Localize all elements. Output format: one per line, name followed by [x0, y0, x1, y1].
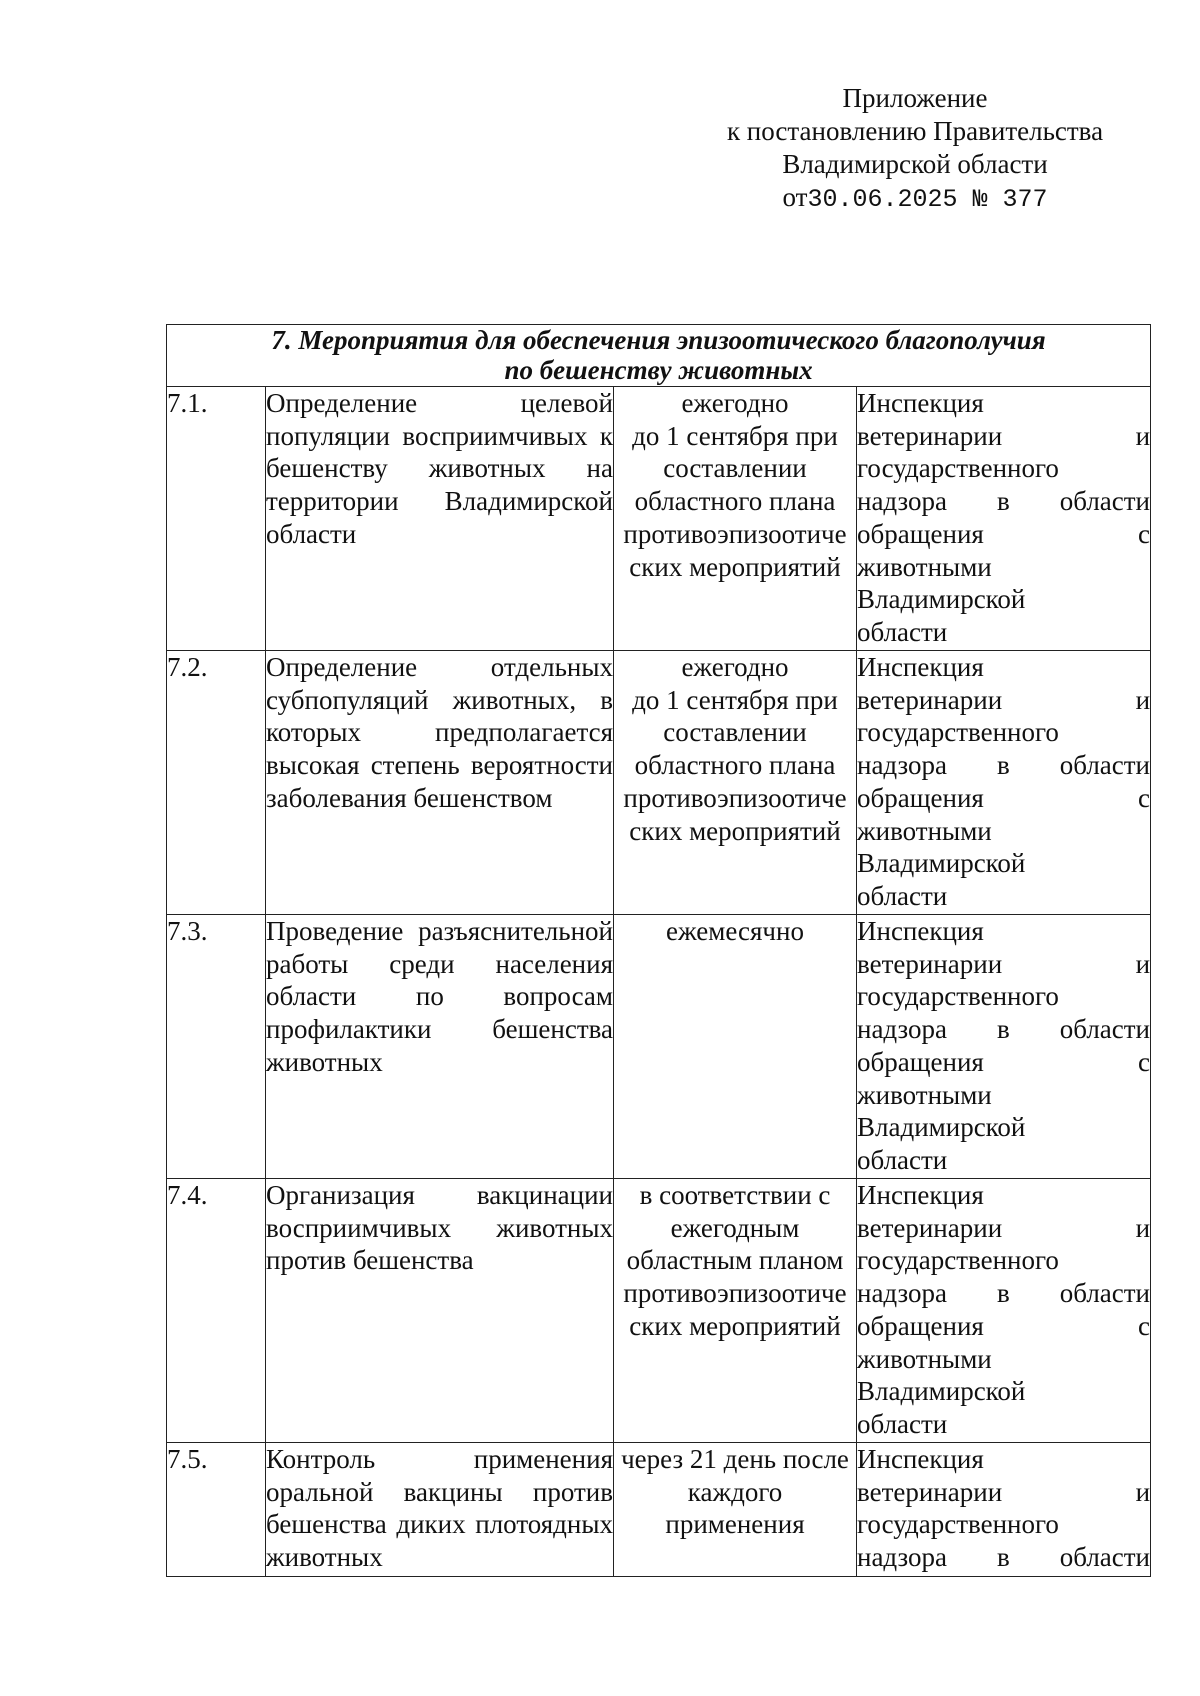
responsible-line: животными: [857, 815, 992, 846]
responsible-cell: [857, 1179, 1151, 1443]
responsible-line: [857, 420, 1150, 453]
responsible-line: [857, 1476, 1150, 1509]
term-cell: [614, 387, 857, 651]
responsible-line: Инспекция: [857, 388, 984, 418]
decree-reference: к постановлению Правительства: [726, 116, 1104, 146]
responsible-line: [857, 1277, 1150, 1310]
term-line: противоэпизоотиче: [623, 1278, 847, 1309]
row-number: 7.2.: [167, 651, 266, 915]
responsible-line: государственного: [857, 1245, 1059, 1276]
responsible-line: Владимирской: [857, 1112, 1026, 1143]
term-line: составлении: [663, 717, 807, 748]
decree-date-line: [690, 181, 1140, 216]
term-line: противоэпизоотиче: [623, 782, 847, 813]
responsible-line: животными: [857, 1079, 992, 1110]
responsible-word: с: [1138, 782, 1151, 813]
row-number: 7.5.: [167, 1443, 266, 1577]
responsible-word: обращения: [857, 518, 984, 549]
responsible-line: [857, 1541, 1150, 1574]
term-line: каждого: [687, 1476, 783, 1507]
responsible-line: [857, 518, 1150, 551]
responsible-word: области: [1059, 1014, 1151, 1045]
responsible-word: в: [997, 1014, 1010, 1045]
responsible-word: и: [1135, 420, 1151, 451]
responsible-word: и: [1135, 1212, 1151, 1243]
responsible-line: области: [857, 1408, 948, 1439]
responsible-line: Владимирской: [857, 1376, 1026, 1407]
responsible-line: [857, 485, 1150, 518]
responsible-word: ветеринарии: [857, 420, 1003, 451]
responsible-word: в: [997, 750, 1010, 781]
term-line: через 21 день после: [621, 1444, 849, 1474]
responsible-line: [857, 948, 1150, 981]
responsible-word: в: [997, 1278, 1010, 1309]
responsible-word: надзора: [857, 750, 947, 781]
term-cell: [614, 651, 857, 915]
section-title: [167, 325, 1151, 387]
responsible-cell: [857, 651, 1151, 915]
responsible-line: области: [857, 880, 948, 911]
term-line: в соответствии с: [639, 1180, 831, 1210]
measure-text: Проведение разъяснительной работы среди населения области по вопросам профилактики бешенства животных: [266, 915, 614, 1179]
responsible-word: ветеринарии: [857, 684, 1003, 715]
term-line: составлении: [663, 453, 807, 484]
appendix-label: Приложение: [842, 83, 988, 113]
responsible-word: надзора: [857, 1542, 947, 1573]
measure-text: Определение целевой популяции восприимчивых к бешенству животных на территории Владимирской области: [266, 387, 614, 651]
term-cell: [614, 1443, 857, 1577]
measure-text: Контроль применения оральной вакцины против бешенства диких плотоядных животных: [266, 1443, 614, 1577]
term-line: ских мероприятий: [629, 551, 841, 582]
responsible-line: области: [857, 1144, 948, 1175]
term-line: ских мероприятий: [629, 1310, 841, 1341]
responsible-word: с: [1138, 1310, 1151, 1341]
responsible-word: области: [1059, 486, 1151, 517]
decree-date-number: 30.06.2025 № 377: [807, 185, 1048, 214]
term-line: ежегодно: [681, 652, 789, 682]
term-line: применения: [665, 1509, 805, 1540]
responsible-word: с: [1138, 518, 1151, 549]
term-line: областным планом: [626, 1245, 844, 1276]
row-number: 7.3.: [167, 915, 266, 1179]
term-line: ежегодным: [670, 1212, 800, 1243]
responsible-cell: [857, 1443, 1151, 1577]
responsible-word: и: [1135, 684, 1151, 715]
responsible-word: обращения: [857, 782, 984, 813]
term-line: противоэпизоотиче: [623, 518, 847, 549]
responsible-line: [857, 1046, 1150, 1079]
responsible-line: государственного: [857, 717, 1059, 748]
responsible-word: области: [1059, 1278, 1151, 1309]
responsible-word: надзора: [857, 1014, 947, 1045]
table-row: [167, 1443, 1151, 1577]
responsible-line: [857, 749, 1150, 782]
responsible-line: [857, 684, 1150, 717]
table-row: [167, 1179, 1151, 1443]
responsible-word: обращения: [857, 1046, 984, 1077]
responsible-word: ветеринарии: [857, 1212, 1003, 1243]
responsible-word: области: [1059, 750, 1151, 781]
section-title-line1: 7. Мероприятия для обеспечения эпизоотического благополучия: [271, 325, 1046, 355]
responsible-line: Инспекция: [857, 916, 984, 946]
responsible-line: области: [857, 616, 948, 647]
responsible-line: [857, 1310, 1150, 1343]
responsible-line: [857, 782, 1150, 815]
responsible-word: обращения: [857, 1310, 984, 1341]
term-line: областного плана: [634, 750, 836, 781]
responsible-word: ветеринарии: [857, 1476, 1003, 1507]
appendix-header: [690, 82, 1140, 216]
table-row: [167, 915, 1151, 1179]
table-row: [167, 651, 1151, 915]
responsible-word: в: [997, 1542, 1010, 1573]
term-line: ских мероприятий: [629, 815, 841, 846]
responsible-line: Инспекция: [857, 1444, 984, 1474]
responsible-line: животными: [857, 551, 992, 582]
responsible-word: и: [1135, 948, 1151, 979]
region-name: Владимирской области: [782, 149, 1048, 179]
term-cell: [614, 1179, 857, 1443]
responsible-line: государственного: [857, 1509, 1059, 1540]
responsible-word: области: [1059, 1542, 1151, 1573]
term-line: до 1 сентября при: [632, 684, 838, 715]
section-header-row: [167, 325, 1151, 387]
term-line: ежегодно: [681, 388, 789, 418]
responsible-word: и: [1135, 1476, 1151, 1507]
responsible-line: Владимирской: [857, 848, 1026, 879]
responsible-line: [857, 1013, 1150, 1046]
term-line: до 1 сентября при: [632, 420, 838, 451]
row-number: 7.1.: [167, 387, 266, 651]
responsible-word: надзора: [857, 1278, 947, 1309]
date-prefix: от: [782, 182, 808, 212]
measure-text: Определение отдельных субпопуляций животных, в которых предполагается высокая степень вероятности заболевания бешенством: [266, 651, 614, 915]
measures-table: [166, 324, 1151, 1577]
measure-text: Организация вакцинации восприимчивых животных против бешенства: [266, 1179, 614, 1443]
table-row: [167, 387, 1151, 651]
responsible-cell: [857, 387, 1151, 651]
responsible-word: надзора: [857, 486, 947, 517]
responsible-cell: [857, 915, 1151, 1179]
responsible-line: Владимирской: [857, 584, 1026, 615]
responsible-line: государственного: [857, 981, 1059, 1012]
term-cell: [614, 915, 857, 1179]
responsible-word: ветеринарии: [857, 948, 1003, 979]
responsible-word: с: [1138, 1046, 1151, 1077]
section-title-line2: по бешенству животных: [504, 355, 813, 385]
term-line: ежемесячно: [666, 916, 804, 946]
row-number: 7.4.: [167, 1179, 266, 1443]
term-line: областного плана: [634, 486, 836, 517]
responsible-line: животными: [857, 1343, 992, 1374]
responsible-line: Инспекция: [857, 1180, 984, 1210]
responsible-word: в: [997, 486, 1010, 517]
responsible-line: [857, 1212, 1150, 1245]
responsible-line: Инспекция: [857, 652, 984, 682]
responsible-line: государственного: [857, 453, 1059, 484]
